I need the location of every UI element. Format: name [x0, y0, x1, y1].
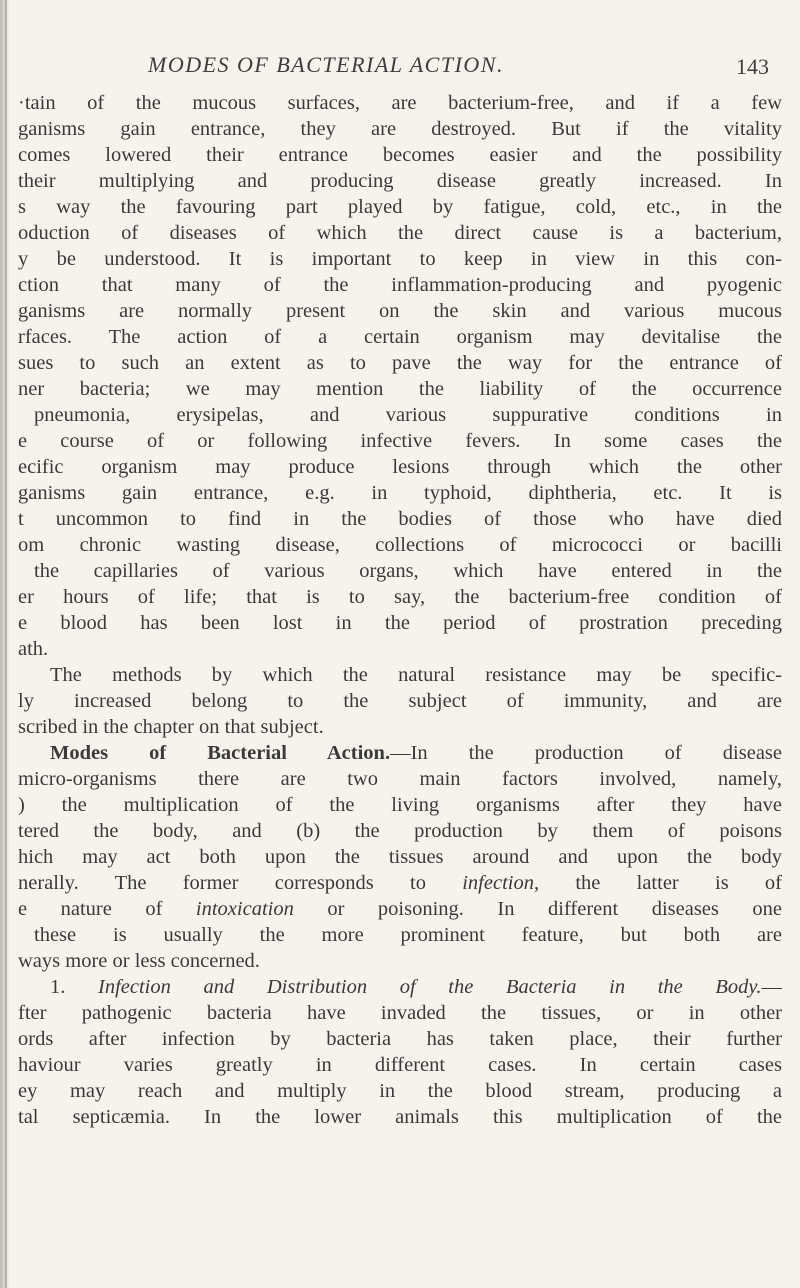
page-number: 143: [736, 54, 769, 79]
text-line: fter pathogenic bacteria have invaded the tissues, or in other: [18, 1002, 782, 1024]
text-line: their multiplying and producing disease greatly increased. In: [18, 170, 782, 192]
text-run: , the latter is of: [533, 872, 782, 894]
text-line: The methods by which the natural resistance may be specific-: [50, 664, 782, 686]
text-line: om chronic wasting disease, collections of micrococci or bacilli: [18, 534, 782, 556]
running-head: MODES OF BACTERIAL ACTION.: [148, 52, 504, 77]
text-run: 1.: [50, 976, 98, 998]
text-line: sues to such an extent as to pave the way for the entrance of: [18, 352, 782, 374]
text-line: ganisms gain entrance, e.g. in typhoid, diphtheria, etc. It is: [18, 482, 782, 504]
text-line: e course of or following infective fevers. In some cases the: [18, 430, 782, 452]
text-line: ner bacteria; we may mention the liability of the occurrence: [18, 378, 782, 400]
text-line: these is usually the more prominent feature, but both are: [34, 924, 782, 946]
text-line: hich may act both upon the tissues around and upon the body: [18, 846, 782, 868]
text-line: oduction of diseases of which the direct cause is a bacterium,: [18, 222, 782, 244]
text-line: pneumonia, erysipelas, and various suppurative conditions in: [34, 404, 782, 426]
section-heading-line: [18, 740, 782, 766]
text-line: ways more or less concerned.: [18, 950, 260, 972]
section-heading: Modes of Bacterial Action.: [50, 742, 391, 764]
text-line: [18, 870, 782, 896]
text-line: ) the multiplication of the living organisms after they have: [18, 794, 782, 816]
text-line: ath.: [18, 638, 49, 660]
text-line: ction that many of the inflammation-producing and pyogenic: [18, 274, 782, 296]
text-line: tered the body, and (b) the production by them of poisons: [18, 820, 782, 842]
text-line: t uncommon to find in the bodies of those who have died: [18, 508, 782, 530]
text-line: ganisms gain entrance, they are destroyed. But if the vitality: [18, 118, 782, 140]
page-header: [0, 52, 800, 92]
text-line: comes lowered their entrance becomes easier and the possibility: [18, 144, 782, 166]
binding-edge-line: [5, 0, 7, 1288]
text-run: e nature of: [18, 898, 196, 920]
text-line: rfaces. The action of a certain organism may devitalise the: [18, 326, 782, 348]
italic-term: intoxication: [195, 898, 294, 920]
text-line: [18, 896, 782, 922]
text-run: —: [761, 976, 782, 998]
text-run: —In the production of disease: [390, 742, 782, 764]
subsection-heading: Infection and Distribution of the Bacteria in the Body.: [98, 976, 762, 998]
subsection-heading-line: [18, 974, 782, 1000]
body-text: [18, 90, 782, 1130]
text-line: tal septicæmia. In the lower animals this multiplication of the: [18, 1106, 782, 1128]
text-line: er hours of life; that is to say, the bacterium-free condition of: [18, 586, 782, 608]
text-line: ords after infection by bacteria has taken place, their further: [18, 1028, 782, 1050]
text-line: ey may reach and multiply in the blood stream, producing a: [18, 1080, 782, 1102]
text-line: haviour varies greatly in different cases. In certain cases: [18, 1054, 782, 1076]
text-line: y be understood. It is important to keep in view in this con-: [18, 248, 782, 270]
text-run: nerally. The former corresponds to: [18, 872, 463, 894]
text-line: ·tain of the mucous surfaces, are bacterium-free, and if a few: [18, 92, 782, 114]
text-line: ly increased belong to the subject of immunity, and are: [18, 690, 782, 712]
text-line: ganisms are normally present on the skin and various mucous: [18, 300, 782, 322]
text-line: ecific organism may produce lesions through which the other: [18, 456, 782, 478]
text-line: the capillaries of various organs, which have entered in the: [34, 560, 782, 582]
text-line: s way the favouring part played by fatigue, cold, etc., in the: [18, 196, 782, 218]
text-line: micro-organisms there are two main factors involved, namely,: [18, 768, 782, 790]
text-run: or poisoning. In different diseases one: [293, 898, 782, 920]
italic-term: infection: [462, 872, 534, 894]
text-line: scribed in the chapter on that subject.: [18, 716, 324, 738]
text-line: e blood has been lost in the period of prostration preceding: [18, 612, 782, 634]
